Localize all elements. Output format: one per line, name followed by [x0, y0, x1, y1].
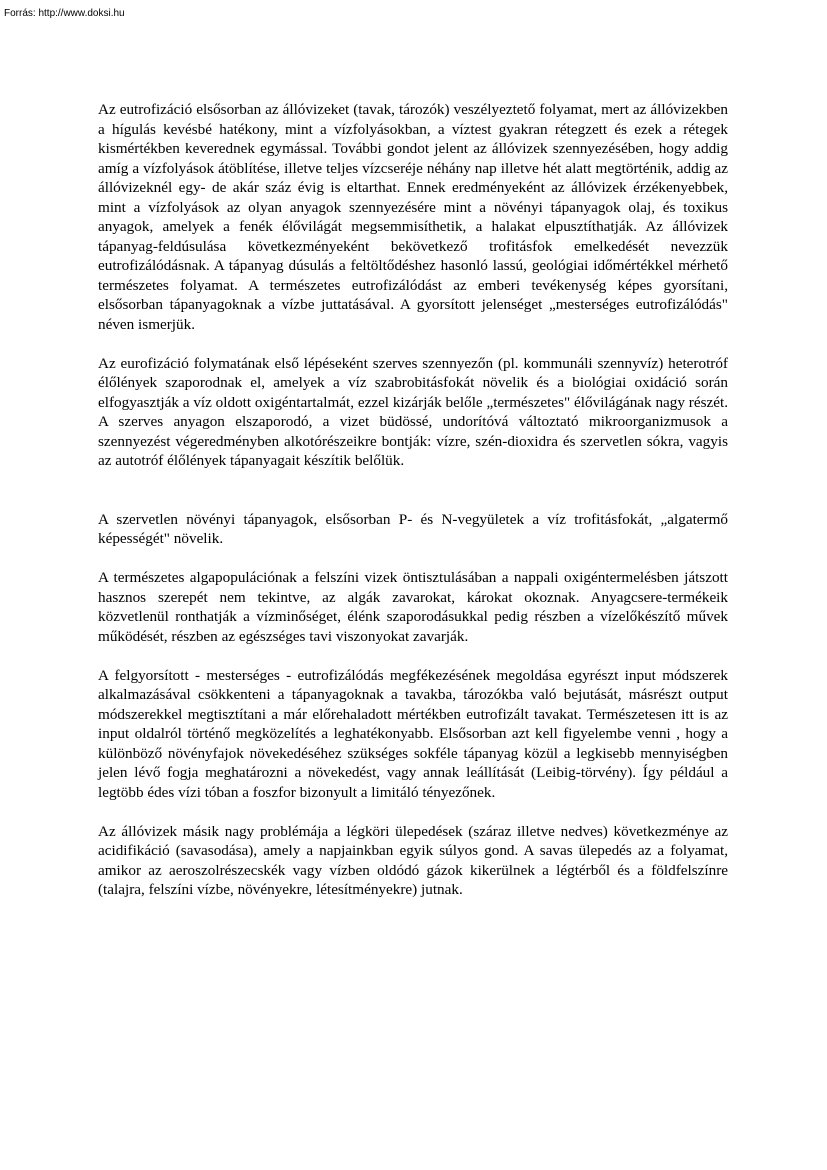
paragraph-eutrophication-process: Az eurofizáció folymatának első lépéseként szerves szennyezőn (pl. kommunáli szennyvíz) heterotróf élőlények szaporodnak el, amelyek a víz szabrobitásfokát növelik és a biológiai oxidáció során elfogyasztják a víz oldott oxigéntartalmát, ezzel kizárják belőle „természetes" élővilágának nagy részét. A szerves anyagon elszaporodó, a vizet büdössé, undorítóvá változtató mikroorganizmusok a szennyezést végeredményben alkotórészeikre bontják: vízre, szén-dioxidra és szervetlen sókra, vagyis az autotróf élőlények tápanyagait készítik belőlük.	[98, 354, 728, 469]
source-attribution: Forrás: http://www.doksi.hu	[4, 8, 125, 19]
paragraph-eutrophication-intro: Az eutrofizáció elsősorban az állóvizeket (tavak, tározók) veszélyeztető folyamat, mert az állóvizekben a hígulás kevésbé hatékony, mint a vízfolyásokban, a víztest gyakran rétegzett és ezek a rétegek kismértékben keverednek egymással. További gondot jelent az állóvizek szennyezésében, hogy addig amíg a vízfolyások átöblítése, illetve teljes vízcseréje néhány nap illetve hét alatt megtörténik, addig az állóvizeknél egy- de akár száz évig is eltarthat. Ennek eredményeként az állóvizek érzékenyebbek, mint a vízfolyások az olyan anyagok szennyezésére mint a növényi tápanyagok olaj, és toxikus anyagok, amelyek a fenék élővilágát megsemmisíthetik, a halakat elpusztíthatják. Az állóvizek tápanyag-feldúsulása következményeként bekövetkező trofitásfok emelkedését nevezzük eutrofizálódásnak. A tápanyag dúsulás a feltöltődéshez hasonló lassú, geológiai időmértékkel mérhető természetes folyamat. A természetes eutrofizálódást az emberi tevékenység képes gyorsítani, elsősorban tápanyagoknak a vízbe juttatásával. A gyorsított jelenséget „mesterséges eutrofizálódás" néven ismerjük.	[98, 101, 728, 333]
paragraph-acidification: Az állóvizek másik nagy problémája a légköri ülepedések (száraz illetve nedves) következménye az acidifikáció (savasodása), amely a napjainkban egyik súlyos gond. A savas ülepedés az a folyamat, amikor az aeroszolrészecskék vagy vízben oldódó gázok kikerülnek a légtérből és a földfelszínre (talajra, felszíni vízbe, növényekre, létesítményekre) jutnak.	[98, 822, 728, 898]
document-body	[98, 100, 728, 900]
paragraph-algae-effects: A természetes algapopulációnak a felszíni vizek öntisztulásában a nappali oxigéntermelésben játszott hasznos szerepét nem tekintve, az algák zavarokat, károkat okoznak. Anyagcsere-termékeik közvetlenül ronthatják a vízminőséget, élénk szaporodásukkal pedig részben a vízelőkészítő művek működését, részben az egészséges tavi viszonyokat zavarják.	[98, 569, 728, 645]
paragraph-eutrophication-control: A felgyorsított - mesterséges - eutrofizálódás megfékezésének megoldása egyrészt input módszerek alkalmazásával csökkenteni a tápanyagoknak a tavakba, tározókba való bejutását, másrészt output módszerekkel megtisztítani a már előrehaladott mértékben eutrofizált tavakat. Természetesen itt is az input oldalról történő megközelítés a leghatékonyabb. Elsősorban azt kell figyelembe venni , hogy a különböző növényfajok növekedéséhez szükséges sokféle tápanyag közül a legkisebb mennyiségben jelen lévő fogja meghatározni a növekedést, vagy annak leállítását (Leibig-törvény). Így például a legtöbb édes vízi tóban a foszfor bizonyult a limitáló tényezőnek.	[98, 666, 728, 801]
paragraph-inorganic-nutrients: A szervetlen növényi tápanyagok, elsősorban P- és N-vegyületek a víz trofitásfokát, „algatermő képességét" növelik.	[98, 510, 728, 547]
